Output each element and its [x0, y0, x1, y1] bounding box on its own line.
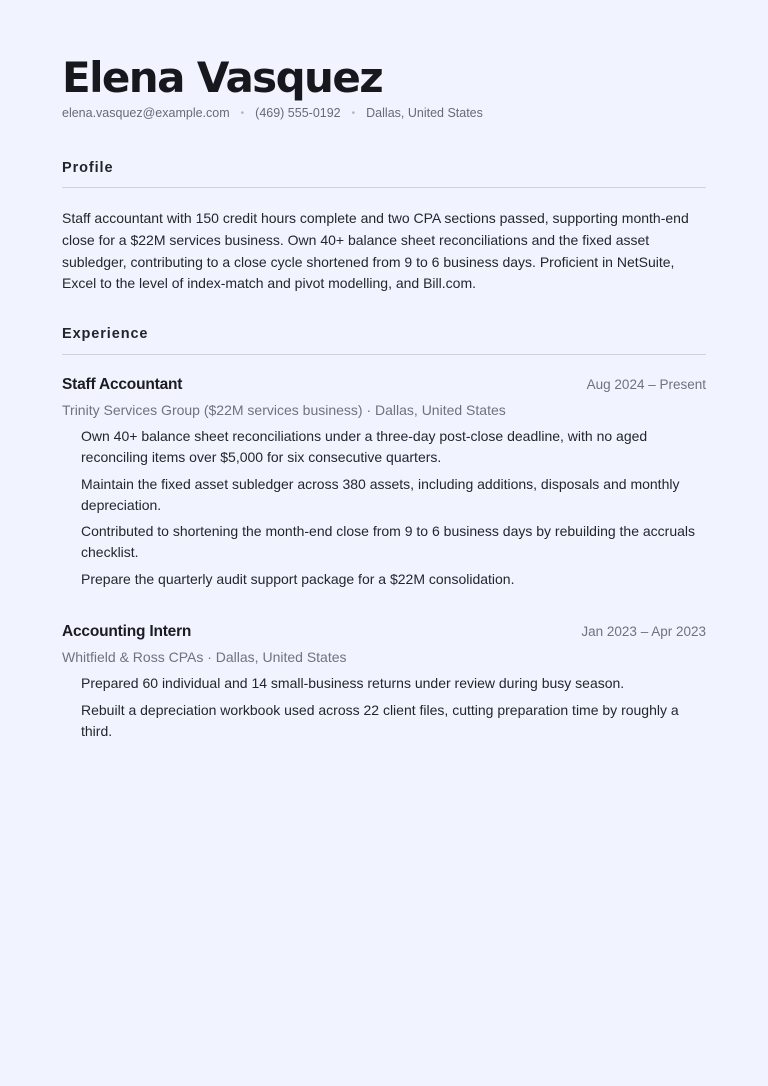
- job-bullet: Maintain the fixed asset subledger across 380 assets, including additions, disposals and monthly depreciation.: [81, 475, 680, 513]
- job-bullet: Rebuilt a depreciation workbook used across 22 client files, cutting preparation time by roughly a third.: [81, 701, 679, 739]
- job-bullets: [62, 673, 706, 742]
- experience-heading: Experience: [62, 326, 149, 342]
- job-bullet: Prepare the quarterly audit support package for a $22M consolidation.: [81, 570, 515, 587]
- job-bullet: Prepared 60 individual and 14 small-business returns under review during busy season.: [81, 675, 625, 691]
- job-company: Trinity Services Group ($22M services business) · Dallas, United States: [62, 402, 506, 418]
- contact-location: Dallas, United States: [366, 106, 483, 120]
- job-entry-accounting-intern: [62, 623, 706, 747]
- job-header: [62, 623, 706, 645]
- job-header: [62, 376, 706, 398]
- profile-divider: [62, 187, 706, 188]
- contact-separator: •: [240, 107, 245, 119]
- job-dates: Jan 2023 – Apr 2023: [581, 624, 706, 639]
- candidate-name: Elena Vasquez: [62, 53, 383, 102]
- job-title: Staff Accountant: [62, 376, 183, 393]
- profile-heading: Profile: [62, 160, 114, 176]
- job-dates: Aug 2024 – Present: [586, 377, 706, 392]
- job-bullets: [62, 426, 706, 590]
- profile-summary: Staff accountant with 150 credit hours complete and two CPA sections passed, supporting month-end close for a $22M services business. Own 40+ balance sheet reconciliations and the fixed asset subledger, contributing to a close cycle shortened from 9 to 6 business days. Proficient in NetSuite, Excel to the level of index-match and pivot modelling, and Bill.com.: [62, 210, 689, 292]
- job-entry-staff-accountant: [62, 376, 706, 595]
- job-bullet: Contributed to shortening the month-end close from 9 to 6 business days by rebuilding the accruals checklist.: [81, 523, 696, 560]
- contact-separator: •: [351, 107, 356, 119]
- contact-phone: (469) 555-0192: [255, 106, 341, 120]
- job-title: Accounting Intern: [62, 623, 192, 640]
- job-bullet: Own 40+ balance sheet reconciliations under a three-day post-close deadline, with no aged reconciling items over $5,000 for six consecutive quarters.: [81, 428, 648, 465]
- job-company: Whitfield & Ross CPAs · Dallas, United States: [62, 649, 347, 665]
- contact-email: elena.vasquez@example.com: [62, 106, 230, 120]
- contact-line: [62, 106, 483, 120]
- experience-divider: [62, 354, 706, 355]
